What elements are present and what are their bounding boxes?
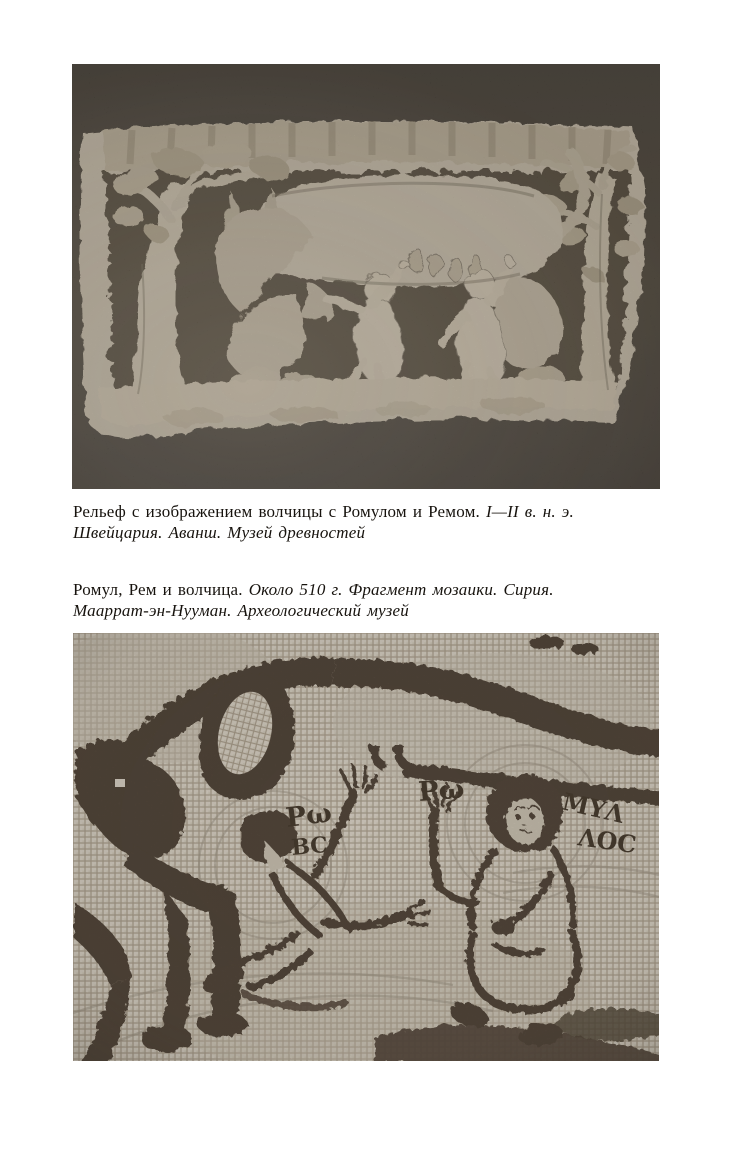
relief-grain-light — [72, 64, 660, 489]
relief-photo — [72, 64, 660, 489]
caption-relief — [73, 501, 673, 543]
caption-relief-line2 — [73, 522, 673, 543]
caption-relief-title: Рельеф с изображением волчицы с Ромулом и Ремом. — [73, 502, 480, 521]
caption-mosaic-date: Около 510 г. Фрагмент мозаики. Сирия. — [248, 580, 554, 599]
caption-mosaic-line2 — [73, 600, 673, 621]
caption-relief-date: I—II в. н. э. — [485, 502, 574, 521]
caption-relief-location: Швейцария. Аванш. Музей древностей — [73, 523, 366, 542]
mosaic-photo — [73, 633, 659, 1061]
mosaic-grain — [73, 633, 659, 1061]
caption-mosaic-title: Ромул, Рем и волчица. — [73, 580, 243, 599]
caption-relief-line1 — [73, 501, 673, 522]
mosaic-illustration — [73, 633, 659, 1061]
caption-mosaic — [73, 579, 673, 621]
caption-mosaic-location: Мааррат-эн-Нууман. Археологический музей — [73, 601, 409, 620]
relief-illustration — [72, 64, 660, 489]
caption-mosaic-line1 — [73, 579, 673, 600]
